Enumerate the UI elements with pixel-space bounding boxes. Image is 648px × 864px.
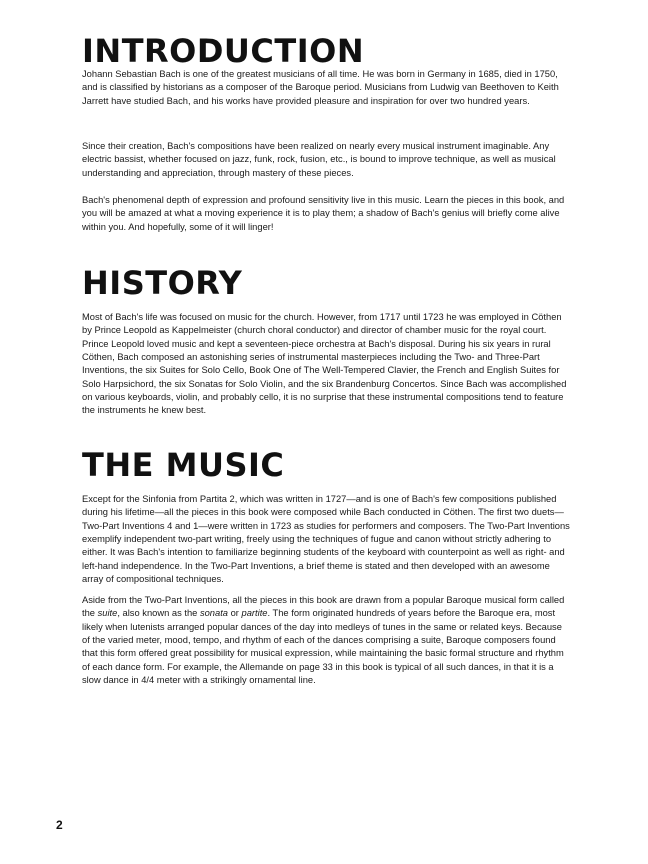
music-paragraph-1: Except for the Sinfonia from Partita 2, which was written in 1727—and is one of Bach's few compositions published during his lifetime—all the pieces in this book were composed while Bach conducted in Cöthen. The first two duets—Two-Part Inventions 4 and 1—were written in 1723 as studies for performers and composers. The Two-Part Inventions exemplify independent two-part writing, freely using the techniques of fugue and canon without strictly adhering to either. It was Bach's intention to familiarize beginning students of the keyboard with counterpoint as well as right- and left-hand independence. In the Two-Part Inventions, a brief theme is stated and then developed with an awesome array of compositional techniques.	[82, 494, 570, 585]
intro-paragraph-3: Bach's phenomenal depth of expression and profound sensitivity live in this music. Learn the pieces in this book, and you will be amazed at what a moving experience it is to play them; a shadow of Bach's genius will briefly come alive within you. And hopefully, some of it will linger!	[82, 195, 565, 232]
term-partite: partite	[241, 608, 268, 619]
intro-paragraph-2: Since their creation, Bach's compositions have been realized on nearly every musical instrument imaginable. Any electric bassist, whether focused on jazz, funk, rock, fusion, etc., is bound to improve technique, as well as musical understanding and appreciation, through mastery of these pieces.	[82, 141, 556, 178]
intro-paragraph-1: Johann Sebastian Bach is one of the greatest musicians of all time. He was born in Germany in 1685, died in 1750, and is classified by historians as a composer of the Baroque period. Musicians from Ludwig van Beethoven to Keith Jarrett have studied Bach, and his works have provided pleasure and inspiration for over two hundred years.	[82, 69, 559, 106]
music-paragraph-2-text-3: or	[228, 608, 242, 619]
term-sonata: sonata	[199, 608, 228, 619]
music-paragraph-2-text-4: . The form originated hundreds of years before the Baroque era, most likely when lutenists arranged popular dances of the day into medleys of tunes in the same or related keys. Because of the varied meter, mood, tempo, and rhythm of each of the dances comprising a suite, Baroque composers found that this form offered great possibility for musical expression, while maintaining the basic formal structure and rhythm of each dance form. For example, the Allemande on page 33 in this book is typical of all such dances, in that it is a slow dance in 4/4 meter with a strikingly ornamental line.	[82, 608, 564, 686]
page-number: 2	[56, 818, 63, 832]
the-music-heading: THE MUSIC	[82, 446, 285, 484]
music-paragraph-2-text-2: , also known as the	[117, 608, 200, 619]
introduction-heading: INTRODUCTION	[82, 32, 365, 70]
term-suite: suite	[97, 608, 118, 619]
history-paragraph-1: Most of Bach's life was focused on music for the church. However, from 1717 until 1723 he was employed in Cöthen by Prince Leopold as Kappelmeister (church choral conductor) and director of chamber music for the royal court. Prince Leopold loved music and kept a seventeen-piece orchestra at Bach's disposal. During his six years in rural Cöthen, Bach composed an astonishing series of instrumental masterpieces including the Two- and Three-Part Inventions, the six Suites for Solo Cello, Book One of The Well-Tempered Clavier, the French and English Suites for Solo Harpsichord, the six Sonatas for Solo Violin, and the six Brandenburg Concertos. Since Bach was accomplished on various keyboards, violin, and probably cello, it is no surprise that these instrumental compositions tend to feature the instruments he knew best.	[82, 312, 567, 416]
music-paragraph-2-text-1: Aside from the Two-Part Inventions, all the pieces in this book are drawn from a popular Baroque musical form called the	[82, 595, 565, 619]
music-paragraph-2	[82, 594, 572, 687]
history-heading: HISTORY	[82, 264, 243, 302]
